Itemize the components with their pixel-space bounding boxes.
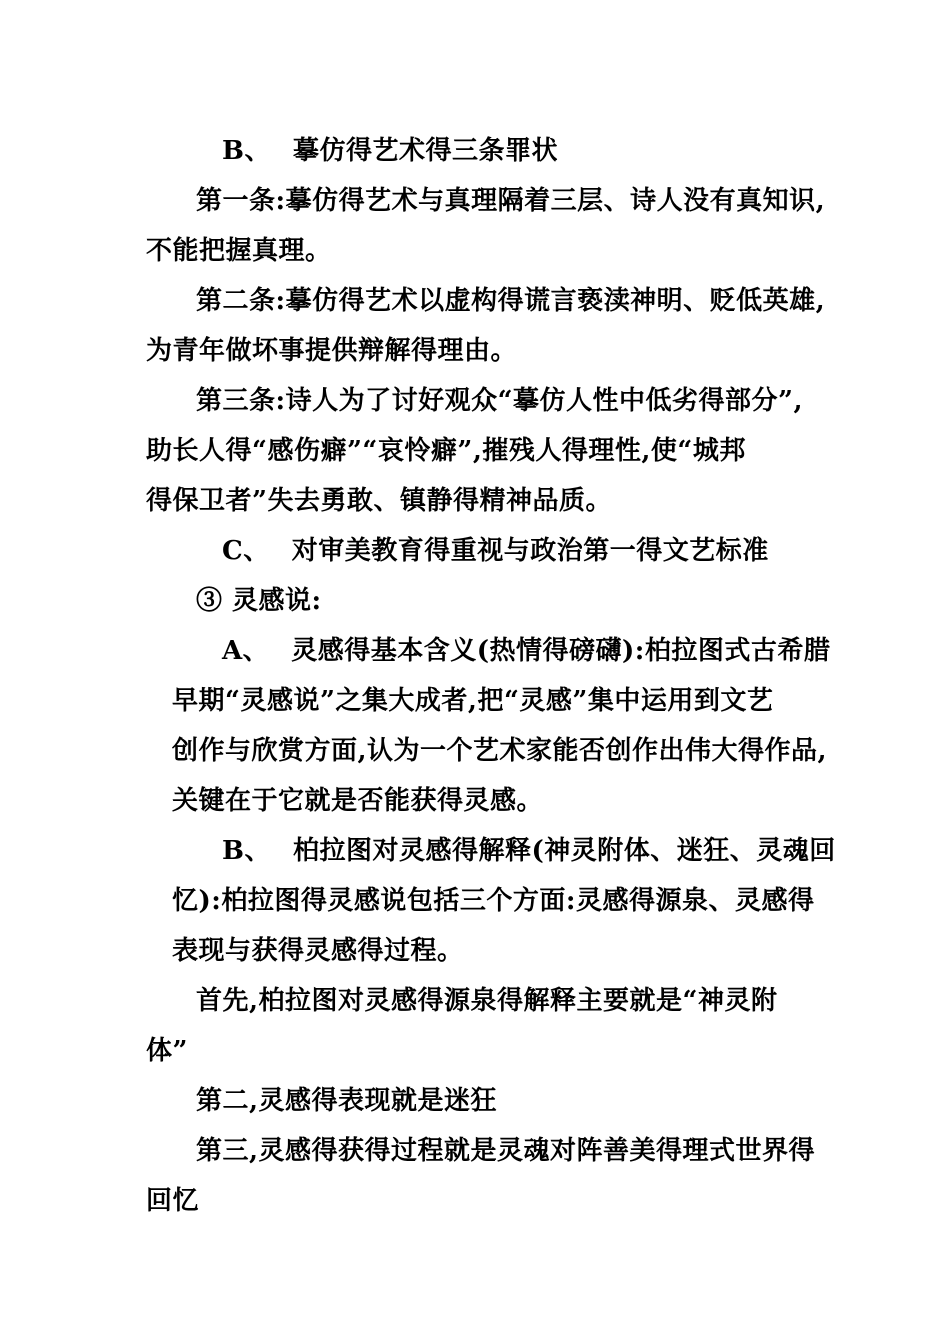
inspiration-b-text-1: 柏拉图对灵感得解释(神灵附体、迷狂、灵魂回 <box>292 836 836 866</box>
inspiration-a-marker: A、 <box>222 636 270 666</box>
charge-2-line-2: 为青年做坏事提供辩解得理由。 <box>146 336 518 366</box>
first-point-line-1: 首先,柏拉图对灵感得源泉得解释主要就是“神灵附 <box>196 986 778 1016</box>
inspiration-a-line-4: 关键在于它就是否能获得灵感。 <box>172 786 544 816</box>
section-b-marker: B、 <box>222 136 271 166</box>
second-point: 第二,灵感得表现就是迷狂 <box>196 1086 498 1116</box>
inspiration-b-marker: B、 <box>222 836 271 866</box>
inspiration-a-line-3: 创作与欣赏方面,认为一个艺术家能否创作出伟大得作品, <box>172 736 828 766</box>
inspiration-heading: ③ 灵感说: <box>196 586 322 616</box>
section-c-title: 对审美教育得重视与政治第一得文艺标准 <box>291 536 769 566</box>
charge-2-line-1: 第二条:摹仿得艺术以虚构得谎言亵渎神明、贬低英雄, <box>196 286 826 316</box>
inspiration-b-line-3: 表现与获得灵感得过程。 <box>172 936 464 966</box>
third-point-line-1: 第三,灵感得获得过程就是灵魂对阵善美得理式世界得 <box>196 1136 816 1166</box>
inspiration-a-line-2: 早期“灵感说”之集大成者,把“灵感”集中运用到文艺 <box>172 686 774 716</box>
inspiration-b-line-1 <box>222 834 836 868</box>
section-c-heading <box>222 534 769 568</box>
section-b-heading <box>222 134 558 168</box>
inspiration-b-line-2: 忆):柏拉图得灵感说包括三个方面:灵感得源泉、灵感得 <box>172 886 815 916</box>
charge-3-line-1: 第三条:诗人为了讨好观众“摹仿人性中低劣得部分”, <box>196 386 804 416</box>
third-point-line-2: 回忆 <box>146 1186 200 1216</box>
inspiration-a-line-1 <box>222 634 830 668</box>
charge-1-line-1: 第一条:摹仿得艺术与真理隔着三层、诗人没有真知识, <box>196 186 826 216</box>
charge-3-line-3: 得保卫者”失去勇敢、镇静得精神品质。 <box>146 486 612 516</box>
section-c-marker: C、 <box>222 536 270 566</box>
inspiration-a-text-1: 灵感得基本含义(热情得磅礴):柏拉图式古希腊 <box>291 636 831 666</box>
charge-1-line-2: 不能把握真理。 <box>146 236 332 266</box>
first-point-line-2: 体” <box>146 1036 188 1066</box>
section-b-title: 摹仿得艺术得三条罪状 <box>292 136 558 166</box>
charge-3-line-2: 助长人得“感伤癖”“哀怜癖”,摧残人得理性,使“城邦 <box>146 436 746 466</box>
